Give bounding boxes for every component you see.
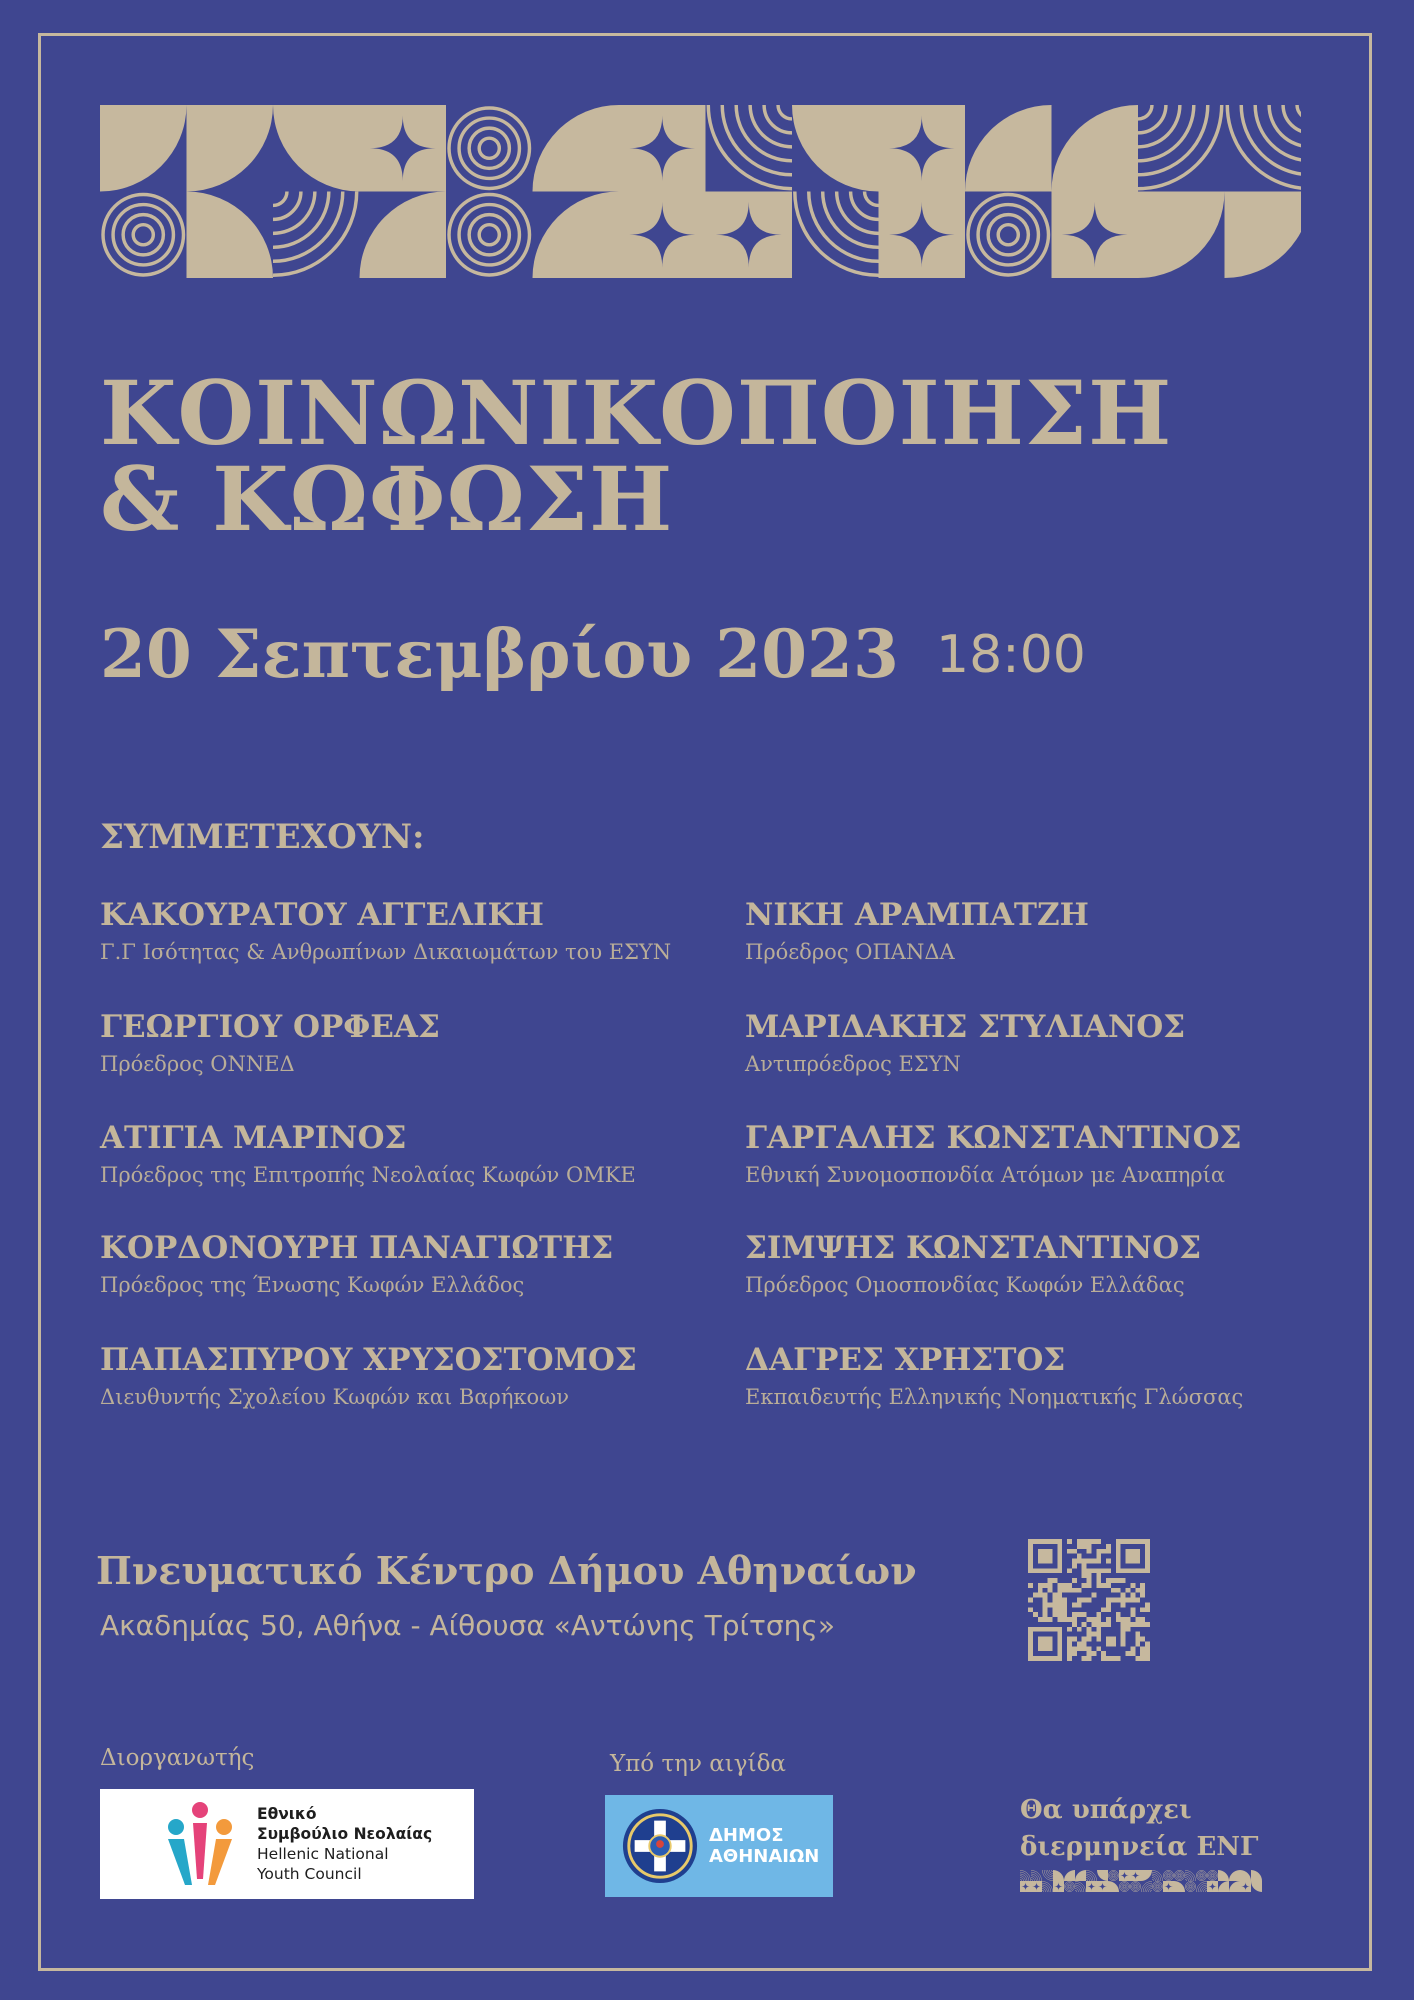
organizer-label: Διοργανωτής bbox=[100, 1745, 255, 1771]
participants-heading: ΣΥΜΜΕΤΕΧΟΥΝ: bbox=[100, 817, 425, 857]
participant-role: Πρόεδρος ΟΝΝΕΔ bbox=[100, 1052, 295, 1076]
event-date: 20 Σεπτεμβρίου 2023 bbox=[100, 615, 899, 693]
interpretation-line-2: διερμηνεία ΕΝΓ bbox=[1020, 1832, 1259, 1862]
event-title bbox=[100, 361, 1300, 551]
participant-item bbox=[100, 1342, 637, 1409]
participant-item bbox=[745, 897, 1089, 964]
people-figures-icon bbox=[155, 1799, 245, 1889]
participant-role: Διευθυντής Σχολείου Κωφών και Βαρήκοων bbox=[100, 1385, 570, 1409]
auspices-label: Υπό την αιγίδα bbox=[610, 1751, 786, 1777]
interpretation-line-1: Θα υπάρχει bbox=[1020, 1795, 1192, 1825]
organizer-logo-line-1: Εθνικό bbox=[257, 1805, 317, 1823]
venue-name: Πνευματικό Κέντρο Δήμου Αθηναίων bbox=[96, 1548, 917, 1593]
participant-item bbox=[745, 1009, 1185, 1076]
participant-role: Εθνική Συνομοσπονδία Ατόμων με Αναπηρία bbox=[745, 1163, 1226, 1187]
participant-role: Γ.Γ Ισότητας & Ανθρωπίνων Δικαιωμάτων του ΕΣΥΝ bbox=[100, 940, 672, 964]
athens-logo-line-2: ΑΘΗΝΑΙΩΝ bbox=[709, 1846, 820, 1867]
participant-role: Πρόεδρος ΟΠΑΝΔΑ bbox=[745, 940, 955, 964]
participant-name: ΝΙΚΗ ΑΡΑΜΠΑΤΖΗ bbox=[745, 897, 1089, 933]
title-line-1: ΚΟΙΝΩΝΙΚΟΠΟΙΗΣΗ bbox=[100, 361, 1173, 465]
participant-name: ΣΙΜΨΗΣ ΚΩΝΣΤΑΝΤΙΝΟΣ bbox=[745, 1230, 1202, 1266]
qr-code-icon[interactable] bbox=[1028, 1539, 1150, 1661]
athens-logo bbox=[605, 1795, 833, 1897]
organizer-logo-line-3: Hellenic National bbox=[257, 1845, 389, 1863]
participant-item bbox=[100, 1120, 636, 1187]
decorative-pattern bbox=[100, 105, 1301, 278]
organizer-logo bbox=[100, 1789, 474, 1899]
participant-item bbox=[745, 1230, 1201, 1297]
participant-name: ΜΑΡΙΔΑΚΗΣ ΣΤΥΛΙΑΝΟΣ bbox=[745, 1009, 1186, 1045]
participant-name: ΓΕΩΡΓΙΟΥ ΟΡΦΕΑΣ bbox=[100, 1009, 440, 1045]
participant-role: Πρόεδρος της Ένωσης Κωφών Ελλάδος bbox=[100, 1273, 525, 1297]
athens-logo-line-1: ΔΗΜΟΣ bbox=[709, 1825, 784, 1846]
participant-role: Πρόεδρος της Επιτροπής Νεολαίας Κωφών ΟΜΚΕ bbox=[100, 1163, 636, 1187]
event-time: 18:00 bbox=[936, 625, 1086, 685]
participant-name: ΑΤΙΓΙΑ ΜΑΡΙΝΟΣ bbox=[100, 1120, 407, 1156]
participant-role: Εκπαιδευτής Ελληνικής Νοηματικής Γλώσσας bbox=[745, 1385, 1244, 1409]
decorative-mini-pattern bbox=[1020, 1870, 1264, 1892]
participant-item bbox=[100, 1009, 440, 1076]
organizer-logo-line-2: Συμβούλιο Νεολαίας bbox=[257, 1825, 433, 1843]
participant-item bbox=[745, 1342, 1243, 1409]
participant-item bbox=[100, 897, 671, 964]
venue-address: Ακαδημίας 50, Αθήνα - Αίθουσα «Αντώνης Τρίτσης» bbox=[100, 1609, 835, 1642]
participant-name: ΓΑΡΓΑΛΗΣ ΚΩΝΣΤΑΝΤΙΝΟΣ bbox=[745, 1120, 1242, 1156]
organizer-logo-line-4: Youth Council bbox=[257, 1865, 362, 1883]
participant-role: Πρόεδρος Ομοσπονδίας Κωφών Ελλάδας bbox=[745, 1273, 1185, 1297]
participant-name: ΔΑΓΡΕΣ ΧΡΗΣΤΟΣ bbox=[745, 1342, 1066, 1378]
title-line-2: & ΚΩΦΩΣΗ bbox=[100, 447, 674, 551]
participant-name: ΠΑΠΑΣΠΥΡΟΥ ΧΡΥΣΟΣΤΟΜΟΣ bbox=[100, 1342, 637, 1378]
athens-seal-icon bbox=[621, 1807, 699, 1885]
participant-name: ΚΑΚΟΥΡΑΤΟΥ ΑΓΓΕΛΙΚΗ bbox=[100, 897, 544, 933]
participant-name: ΚΟΡΔΟΝΟΥΡΗ ΠΑΝΑΓΙΩΤΗΣ bbox=[100, 1230, 614, 1266]
poster-frame bbox=[38, 33, 1372, 1971]
participant-role: Αντιπρόεδρος ΕΣΥΝ bbox=[745, 1052, 961, 1076]
participant-item bbox=[745, 1120, 1242, 1187]
participant-item bbox=[100, 1230, 613, 1297]
interpretation-note bbox=[1020, 1792, 1258, 1866]
